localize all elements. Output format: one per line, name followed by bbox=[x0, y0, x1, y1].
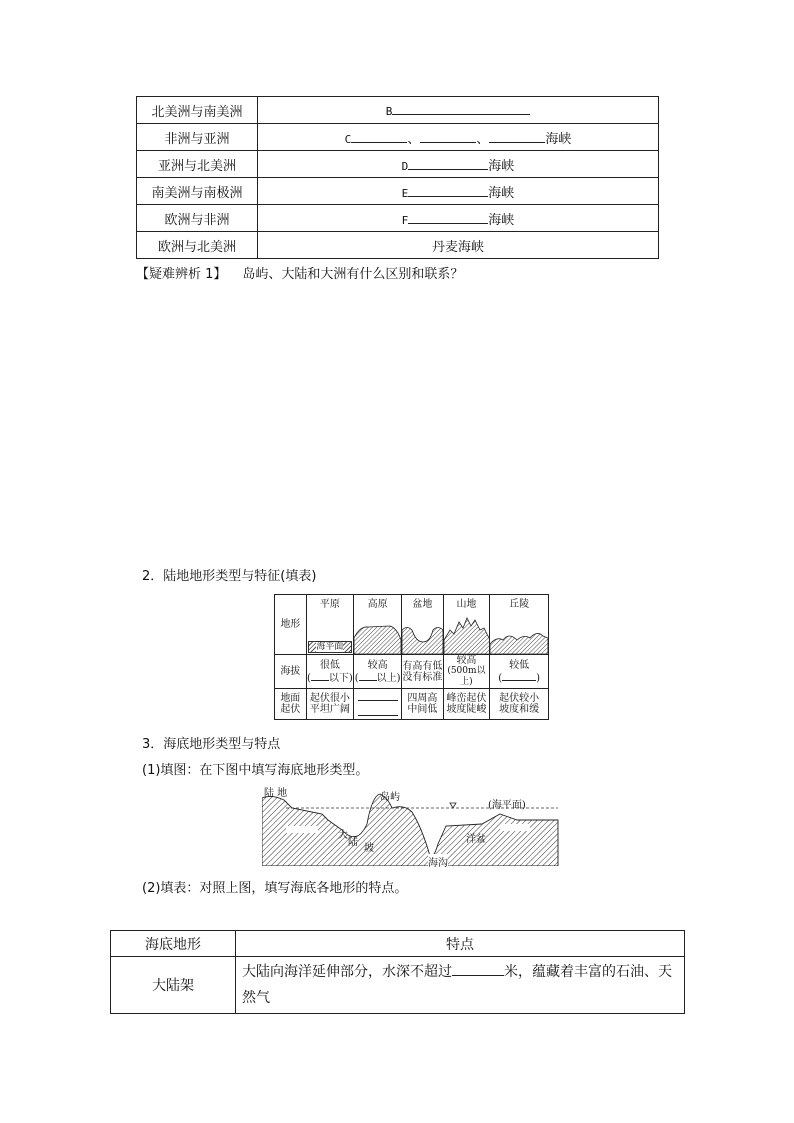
question-text: 岛屿、大陆和大洲有什么区别和联系？ bbox=[242, 267, 464, 282]
relief-plain: 起伏很小 平坦广阔 bbox=[306, 689, 354, 720]
plateau-profile bbox=[354, 620, 401, 654]
label-ocean-basin: 洋盆 bbox=[466, 834, 486, 845]
relief-mountain: 峰峦起伏 坡度陡峻 bbox=[443, 689, 490, 720]
region-cell: 亚洲与北美洲 bbox=[137, 151, 258, 178]
basin-profile bbox=[402, 620, 443, 654]
answer-cell: E 海峡 bbox=[258, 178, 659, 205]
row-header: 海拔 bbox=[275, 655, 307, 689]
answer-blank[interactable] bbox=[502, 671, 536, 681]
answer-cell: D 海峡 bbox=[258, 151, 659, 178]
altitude-hill: 较低 ( ) bbox=[490, 655, 549, 689]
table-row bbox=[137, 232, 659, 259]
label-trench: 海沟 bbox=[428, 854, 448, 869]
section-3-heading: 3．海底地形类型与特点 bbox=[142, 737, 281, 752]
table-row bbox=[137, 97, 659, 124]
question-tag: 【疑难辨析 1】 bbox=[136, 267, 227, 282]
seafloor-table bbox=[110, 930, 685, 1014]
answer-blank[interactable] bbox=[351, 130, 407, 143]
land-terrain-table bbox=[274, 594, 549, 720]
table-row bbox=[137, 124, 659, 151]
answer-cell: F 海峡 bbox=[258, 205, 659, 232]
answer-cell: C 、 、 海峡 bbox=[258, 124, 659, 151]
answer-blank[interactable] bbox=[311, 671, 329, 681]
section-3-sub2: (2)填表：对照上图，填写海底各地形的特点。 bbox=[142, 881, 408, 896]
sea-level-box: 海平面 bbox=[308, 641, 353, 653]
relief-plateau bbox=[354, 689, 402, 720]
region-cell: 北美洲与南美洲 bbox=[137, 97, 258, 124]
seafloor-diagram bbox=[262, 784, 562, 869]
label-island: 岛屿 bbox=[380, 792, 400, 803]
answer-cell: 丹麦海峡 bbox=[258, 232, 659, 259]
label-continental-slope-3: 坡 bbox=[364, 843, 374, 854]
relief-hill: 起伏较小 坡度和缓 bbox=[490, 689, 549, 720]
region-cell: 南美洲与南极洲 bbox=[137, 178, 258, 205]
relief-basin: 四周高 中间低 bbox=[402, 689, 443, 720]
altitude-plateau: 较高 ( 以上) bbox=[354, 655, 402, 689]
column-header: 海底地形 bbox=[111, 931, 236, 957]
terrain-mountain: 山地 bbox=[443, 595, 490, 655]
mountain-profile bbox=[444, 614, 490, 654]
answer-blank[interactable] bbox=[489, 130, 545, 143]
answer-blank[interactable] bbox=[392, 102, 530, 115]
answer-space[interactable] bbox=[136, 290, 659, 550]
section-3-sub1: (1)填图：在下图中填写海底地形类型。 bbox=[142, 763, 369, 778]
table-row bbox=[137, 151, 659, 178]
region-cell: 非洲与亚洲 bbox=[137, 124, 258, 151]
column-header: 特点 bbox=[236, 931, 685, 957]
answer-blank[interactable] bbox=[408, 157, 488, 170]
seafloor-type: 大陆架 bbox=[111, 957, 236, 1014]
answer-blank[interactable] bbox=[358, 704, 398, 716]
terrain-diagram-row bbox=[275, 595, 549, 655]
region-cell: 欧洲与北美洲 bbox=[137, 232, 258, 259]
answer-blank[interactable] bbox=[359, 671, 377, 681]
answer-blank[interactable] bbox=[408, 211, 488, 224]
terrain-plain: 平原 海平面 bbox=[306, 595, 354, 655]
section-2-heading: 2．陆地地形类型与特征(填表) bbox=[142, 569, 317, 584]
hill-profile bbox=[490, 620, 548, 654]
altitude-mountain: 较高 (500m以上) bbox=[443, 655, 490, 689]
answer-blank[interactable] bbox=[358, 689, 398, 701]
row-header: 地形 bbox=[275, 595, 307, 655]
terrain-plateau: 高原 bbox=[354, 595, 402, 655]
relief-row bbox=[275, 689, 549, 720]
table-row bbox=[137, 205, 659, 232]
region-cell: 欧洲与非洲 bbox=[137, 205, 258, 232]
label-sea-level: (海平面) bbox=[488, 800, 526, 811]
altitude-basin: 有高有低 没有标准 bbox=[402, 655, 443, 689]
question-1 bbox=[136, 263, 463, 282]
altitude-plain: 很低 ( 以下) bbox=[306, 655, 354, 689]
answer-blank[interactable] bbox=[452, 961, 504, 976]
terrain-basin: 盆地 bbox=[402, 595, 443, 655]
table-row bbox=[137, 178, 659, 205]
altitude-row bbox=[275, 655, 549, 689]
label-continental-slope-1: 大 bbox=[338, 830, 348, 841]
answer-blank[interactable] bbox=[408, 184, 488, 197]
strait-table bbox=[136, 96, 659, 259]
answer-blank[interactable] bbox=[420, 130, 476, 143]
row-header: 地面 起伏 bbox=[275, 689, 307, 720]
label-continental-slope-2: 陆 bbox=[348, 837, 358, 848]
answer-cell: B bbox=[258, 97, 659, 124]
seafloor-feature: 大陆向海洋延伸部分，水深不超过 米，蕴藏着丰富的石油、天然气 bbox=[236, 957, 685, 1014]
label-land: 陆 地 bbox=[264, 788, 288, 799]
terrain-hill: 丘陵 bbox=[490, 595, 549, 655]
table-row bbox=[111, 957, 685, 1014]
table-header-row bbox=[111, 931, 685, 957]
